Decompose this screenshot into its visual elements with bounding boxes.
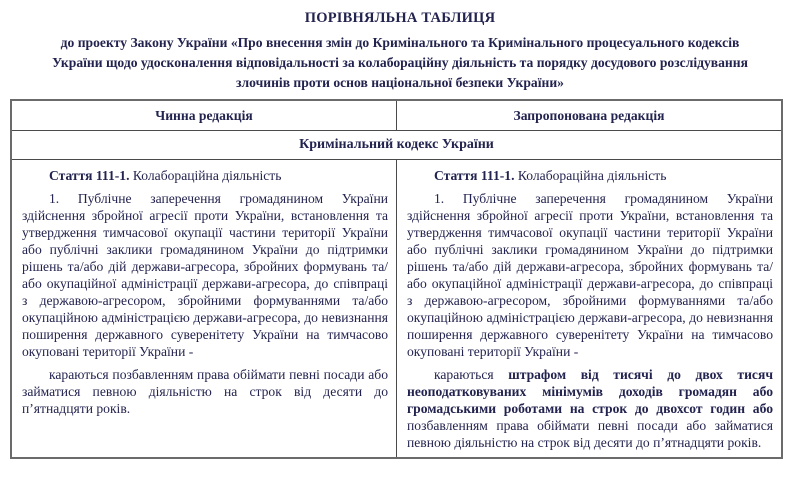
current-part1-paragraph: 1. Публічне заперечення громадянином України здійснення збройної агресії проти України, встановлення та утвердження тимчасової окупації частини території України або публічні заклики громадянином України до підтримки рішень та/або дій держави-агресора, збройних формувань та/або окупаційної адміністрації держави-агресора, до співпраці з державою-агресором, збройними формуваннями та/або окупаційною адміністрацією держави-агресора, до невизнання поширення державного суверенітету України на тимчасово окуповані території України -: [22, 191, 388, 359]
comparison-table: [10, 99, 783, 459]
proposed-article-number: Стаття 111-1.: [434, 168, 515, 183]
current-article-heading: [22, 167, 388, 184]
proposed-sanction-paragraph: [407, 366, 773, 451]
proposed-sanction-amendment: штрафом від тисячі до двох тисяч неоподатковуваних мінімумів доходів громадян або громадськими роботами на строк до двохсот годин або: [407, 367, 773, 416]
proposed-part1-paragraph: 1. Публічне заперечення громадянином України здійснення збройної агресії проти України, встановлення та утвердження тимчасової окупації частини території України або публічні заклики громадянином України до підтримки рішень та/або дій держави-агресора, збройних формувань та/або окупаційної адміністрації держави-агресора, до співпраці з державою-агресором, збройними формуваннями та/або окупаційною адміністрацією держави-агресора, до невизнання поширення державного суверенітету України на тимчасово окуповані території України -: [407, 191, 773, 359]
proposed-sanction-suffix: позбавленням права обіймати певні посади або займатися певною діяльністю на строк від десяти до п’ятнадцяти років.: [407, 418, 773, 450]
page-title: ПОРІВНЯЛЬНА ТАБЛИЦЯ: [304, 10, 496, 26]
document-subtitle: до проекту Закону України «Про внесення змін до Кримінального та Кримінального процесуального кодексів України щодо удосконалення відповідальності за колабораційну діяльність та порядку досудового розслідування злочинів проти основ національної безпеки України»: [52, 35, 748, 90]
proposed-version-cell: [397, 160, 783, 459]
proposed-article-heading: [407, 167, 773, 184]
proposed-sanction-prefix: караються: [434, 367, 509, 382]
current-article-name: Колабораційна діяльність: [129, 168, 282, 183]
section-title: Кримінальний кодекс України: [11, 131, 782, 160]
column-header-current: Чинна редакція: [11, 100, 397, 131]
section-title-row: [11, 131, 782, 160]
current-sanction-paragraph: караються позбавленням права обіймати певні посади або займатися певною діяльністю на строк від десяти до п’ятнадцяти років.: [22, 367, 388, 416]
current-version-cell: [11, 160, 397, 459]
article-content-row: [11, 160, 782, 459]
column-header-proposed: Запропонована редакція: [397, 100, 783, 131]
current-article-number: Стаття 111-1.: [49, 168, 130, 183]
proposed-article-name: Колабораційна діяльність: [514, 168, 667, 183]
table-header-row: [11, 100, 782, 131]
